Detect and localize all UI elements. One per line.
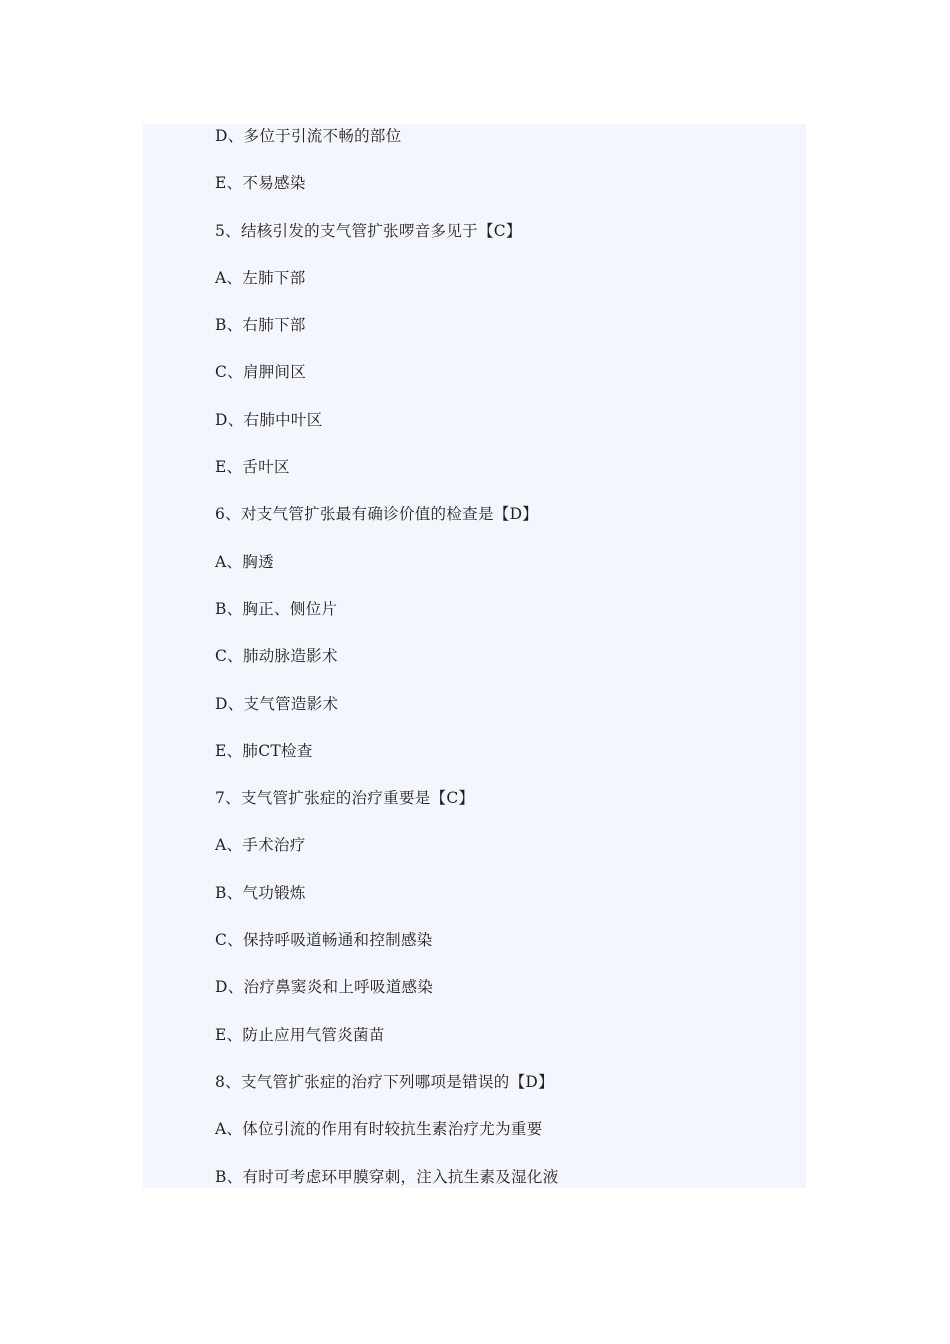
option-d-line: D、多位于引流不畅的部位 — [215, 127, 402, 145]
q6-option-b: B、胸正、侧位片 — [215, 599, 338, 618]
question-list — [215, 124, 559, 1212]
question-6: 6、对支气管扩张最有确诊价值的检查是【D】 — [215, 505, 539, 524]
q6-option-a: A、胸透 — [215, 552, 274, 571]
q8-option-a: A、体位引流的作用有时较抗生素治疗尤为重要 — [215, 1120, 543, 1139]
question-7: 7、支气管扩张症的治疗重要是【C】 — [215, 789, 475, 808]
question-8: 8、支气管扩张症的治疗下列哪项是错误的【D】 — [215, 1072, 554, 1091]
question-5: 5、结核引发的支气管扩张啰音多见于【C】 — [215, 221, 522, 240]
q7-option-e: E、防止应用气管炎菌苗 — [215, 1025, 385, 1044]
q5-option-c: C、肩胛间区 — [215, 363, 307, 382]
q5-option-e: E、舌叶区 — [215, 458, 290, 477]
q7-option-d: D、治疗鼻窦炎和上呼吸道感染 — [215, 978, 434, 997]
q5-option-d: D、右肺中叶区 — [215, 410, 323, 429]
q6-option-d: D、支气管造影术 — [215, 694, 339, 713]
q5-option-a: A、左肺下部 — [215, 268, 306, 287]
q5-option-b: B、右肺下部 — [215, 316, 306, 335]
q8-option-b: B、有时可考虑环甲膜穿刺，注入抗生素及湿化液 — [215, 1167, 559, 1186]
q7-option-b: B、气功锻炼 — [215, 883, 306, 902]
q6-option-e: E、肺CT检查 — [215, 741, 313, 760]
q6-option-c: C、肺动脉造影术 — [215, 647, 338, 666]
q7-option-a: A、手术治疗 — [215, 836, 306, 855]
q7-option-c: C、保持呼吸道畅通和控制感染 — [215, 931, 433, 950]
option-e-line: E、不易感染 — [215, 174, 306, 193]
